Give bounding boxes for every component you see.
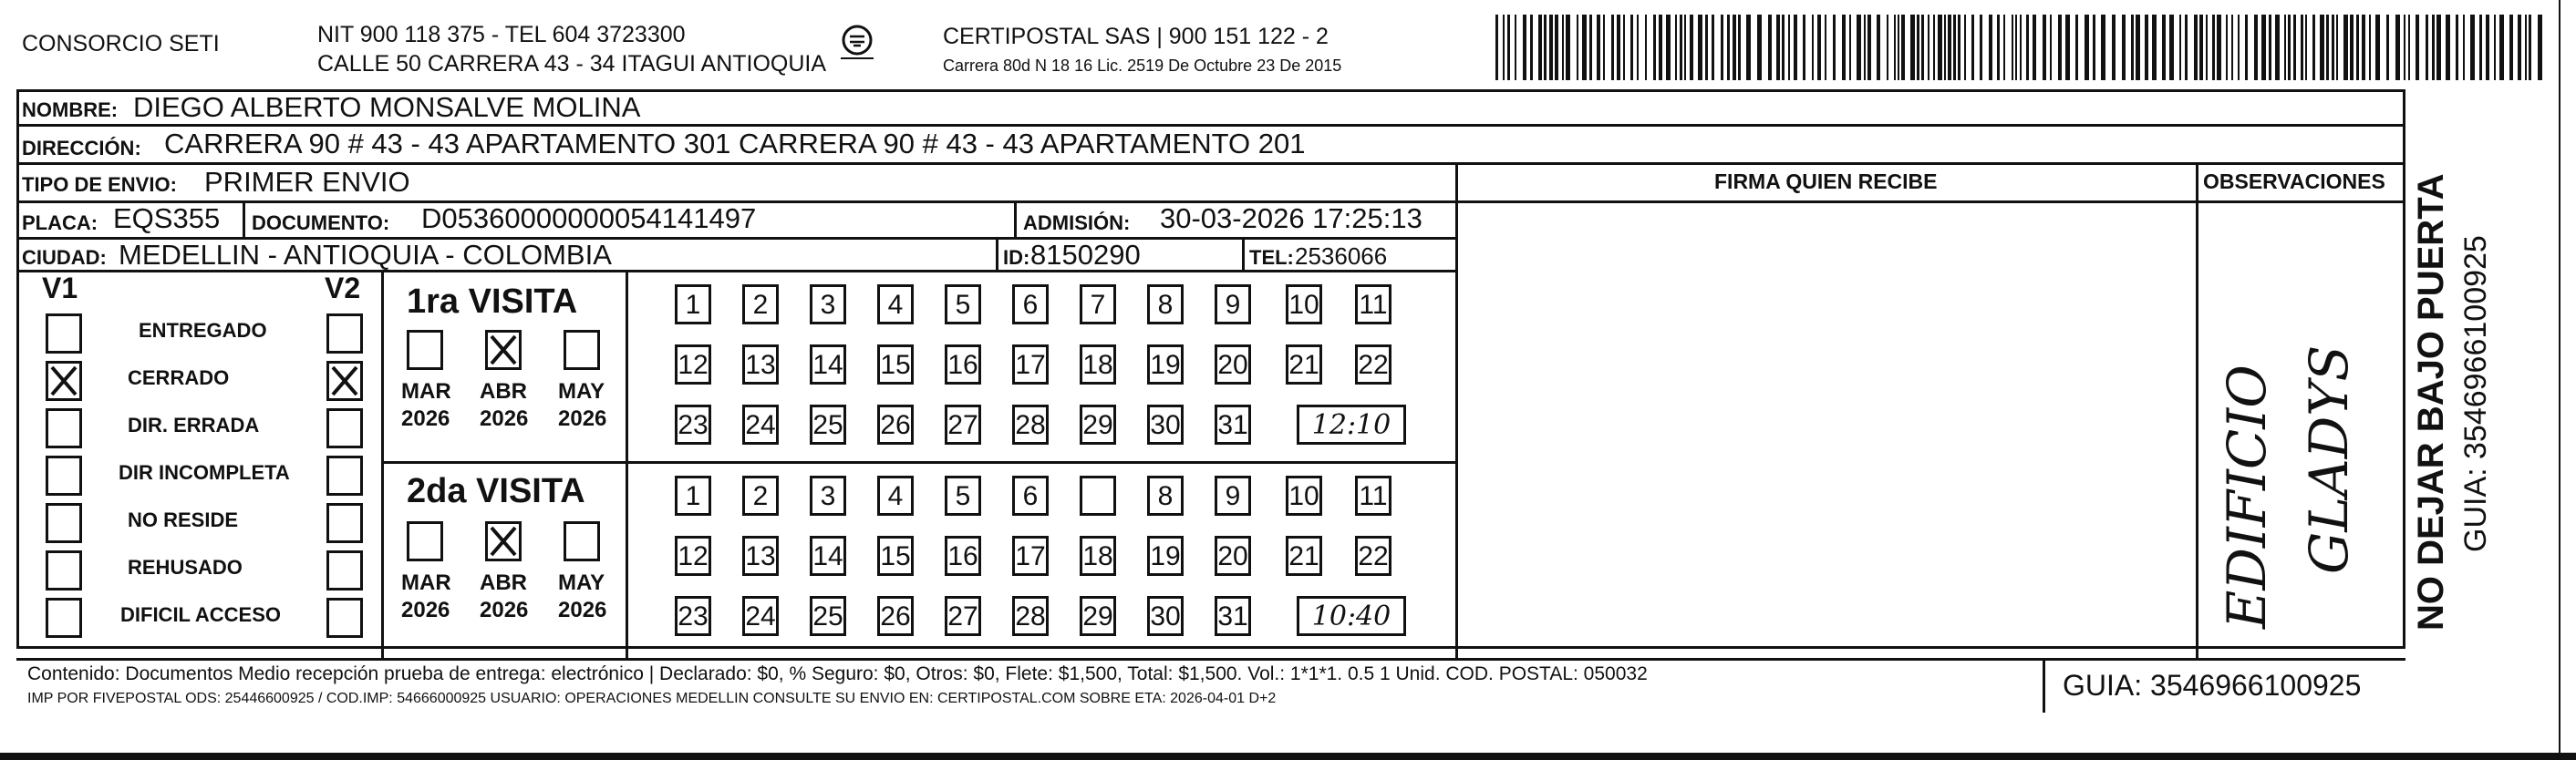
barcode-bar [2301,15,2303,80]
day-box[interactable]: 31 [1215,405,1251,445]
side-instruction: NO DEJAR BAJO PUERTA [2411,173,2451,631]
barcode-bar [1825,15,1826,80]
barcode-bar [1721,15,1723,80]
barcode-bar [2254,15,2258,80]
barcode-bar [2312,15,2315,80]
barcode-bar [2336,15,2338,80]
day-box[interactable]: 2 [742,476,779,516]
v2-checkbox[interactable] [326,598,363,638]
barcode-bar [1964,15,1966,80]
v2-label: V2 [325,272,361,304]
day-box[interactable]: 17 [1012,536,1049,576]
admission-label: ADMISIÓN: [1023,211,1131,234]
handwritten-building: EDIFICIO [2216,365,2278,629]
status-option-label: NO RESIDE [128,508,239,531]
day-box[interactable]: 20 [1215,344,1251,385]
barcode-bar [1680,15,1682,80]
day-box[interactable]: 14 [810,344,846,385]
barcode-bar [2305,15,2307,80]
barcode-bar [2375,15,2380,80]
day-box[interactable]: 10 [1286,284,1322,324]
barcode-bar [2446,15,2450,80]
barcode-bar [2408,15,2410,80]
day-box[interactable]: 3 [810,284,846,324]
day-box[interactable]: 6 [1012,476,1049,516]
v1-checkbox[interactable] [46,456,82,496]
day-box[interactable]: 8 [1147,476,1184,516]
day-box[interactable]: 11 [1355,284,1391,324]
name-label: NOMBRE: [22,98,119,121]
day-box[interactable]: 4 [877,284,914,324]
barcode-bar [1948,15,1951,80]
day-box[interactable]: 9 [1215,476,1251,516]
v2-checkbox[interactable] [326,550,363,591]
day-box[interactable]: 27 [945,596,981,636]
barcode-bar [2050,15,2052,80]
barcode-bar [1637,15,1639,80]
barcode-bar [1842,15,1846,80]
day-box[interactable]: 12 [675,536,711,576]
barcode-bar [2525,15,2527,80]
day-box[interactable]: 24 [742,596,779,636]
v1-label: V1 [42,272,78,304]
day-box[interactable]: 5 [945,476,981,516]
footer-guide: GUIA: 3546966100925 [2063,669,2362,702]
barcode-bar [2356,15,2359,80]
ship-type-label: TIPO DE ENVIO: [22,173,177,196]
barcode-bar [1768,15,1772,80]
barcode-bar [1675,15,1677,80]
barcode-bar [2486,15,2489,80]
name-value: DIEGO ALBERTO MONSALVE MOLINA [133,91,641,123]
barcode-bar [2122,15,2126,80]
courier-name: CERTIPOSTAL SAS | 900 151 122 - 2 [943,24,1329,49]
barcode-bar [1727,15,1730,80]
day-box[interactable]: 26 [877,405,914,445]
barcode-bar [2065,15,2070,80]
v1-checkbox[interactable] [46,550,82,591]
barcode-bar [2261,15,2266,80]
day-box[interactable]: 8 [1147,284,1184,324]
day-box[interactable]: 18 [1080,536,1116,576]
status-option-label: DIR. ERRADA [128,414,260,436]
barcode-bar [2269,15,2271,80]
barcode-bar [2169,15,2174,80]
barcode-bar [1611,15,1614,80]
barcode-bar [1928,15,1929,80]
barcode-bar [1589,15,1592,80]
month-checkbox[interactable] [407,521,443,561]
day-box[interactable]: 18 [1080,344,1116,385]
barcode-bar [2093,15,2095,80]
month-checkbox[interactable] [564,521,600,561]
barcode-bar [2369,15,2371,80]
barcode-bar [1980,15,1982,80]
day-box[interactable]: 15 [877,536,914,576]
barcode-bar [2058,15,2062,80]
admission-value: 30-03-2026 17:25:13 [1160,202,1422,234]
barcode-bar [2343,15,2348,80]
plate-value: EQS355 [113,202,221,234]
day-box[interactable]: 13 [742,536,779,576]
day-box[interactable]: 30 [1147,596,1184,636]
barcode-bar [1617,15,1620,80]
document-label: DOCUMENTO: [252,211,390,234]
barcode-bar [1864,15,1866,80]
barcode-bar [1555,15,1558,80]
month-label: ABR [480,570,527,595]
day-box[interactable]: 19 [1147,344,1184,385]
barcode-bar [2463,15,2465,80]
barcode-bar [2426,15,2428,80]
barcode-bar [1997,15,2000,80]
month-label: MAY [558,570,605,595]
barcode-bar [2499,15,2504,80]
barcode-bar [2529,15,2531,80]
barcode-bar [1562,15,1564,80]
year-label: 2026 [401,598,450,622]
barcode-bar [1782,15,1785,80]
v1-checkbox[interactable] [46,313,82,354]
barcode-bar [1812,15,1814,80]
barcode-bar [1597,15,1600,80]
plate-label: PLACA: [22,211,98,234]
barcode-bar [1989,15,1992,80]
barcode-bar [1849,15,1851,80]
year-label: 2026 [558,598,607,622]
day-box[interactable]: 19 [1147,536,1184,576]
barcode-bar [2479,15,2482,80]
company-nit: NIT 900 118 375 - TEL 604 3723300 [317,22,686,47]
barcode-bar [2003,15,2005,80]
barcode-bar [1887,15,1888,80]
barcode-bar [2538,15,2542,80]
tel-label: TEL: [1249,246,1294,269]
check-mark-icon [329,364,360,398]
barcode-bar [2404,15,2405,80]
barcode-bar [1544,15,1547,80]
barcode-bar [1953,15,1956,80]
month-label: MAR [401,379,451,404]
day-box[interactable]: 17 [1012,344,1049,385]
barcode-bar [2179,15,2181,80]
year-label: 2026 [401,406,450,431]
barcode-bar [2362,15,2365,80]
barcode-bar [1538,15,1542,80]
barcode-bar [2226,15,2228,80]
day-box[interactable]: 21 [1286,344,1322,385]
barcode-bar [1690,15,1693,80]
barcode-bar [1757,15,1762,80]
barcode-bar [2194,15,2198,80]
barcode-bar [2112,15,2116,80]
barcode-bar [1645,15,1647,80]
barcode-bar [2284,15,2286,80]
day-box[interactable]: 7 [1080,284,1116,324]
company-address: CALLE 50 CARRERA 43 - 34 ITAGUI ANTIOQUIA [317,51,827,77]
barcode-bar [1623,15,1625,80]
barcode-bar [1803,15,1805,80]
v2-checkbox[interactable] [326,313,363,354]
barcode-bar [2162,15,2166,80]
check-mark-icon [48,364,79,398]
month-label: MAR [401,570,451,595]
barcode-bar [2518,15,2521,80]
barcode-bar [1944,15,1946,80]
day-box[interactable]: 29 [1080,405,1116,445]
barcode-bar [1577,15,1578,80]
day-box[interactable]: 31 [1215,596,1251,636]
barcode-bar [2075,15,2078,80]
visit2-title: 2da VISITA [407,472,585,510]
month-checkbox[interactable] [564,330,600,370]
courier-license: Carrera 80d N 18 16 Lic. 2519 De Octubre 23 De 2015 [943,56,1342,75]
barcode-bar [2494,15,2496,80]
observations-header: OBSERVACIONES [2203,169,2385,193]
barcode-bar [1817,15,1821,80]
v2-checkbox[interactable] [326,503,363,543]
barcode-bar [1603,15,1605,80]
barcode-bar [1523,15,1526,80]
barcode-bar [1910,15,1915,80]
day-box[interactable]: 27 [945,405,981,445]
day-box[interactable]: 30 [1147,405,1184,445]
day-box[interactable]: 21 [1286,536,1322,576]
signature-header: FIRMA QUIEN RECIBE [1714,169,1938,193]
barcode-bar [2395,15,2400,80]
barcode-bar [2386,15,2389,80]
day-box[interactable]: 22 [1355,536,1391,576]
barcode-bar [1515,15,1516,80]
barcode-bar [2131,15,2134,80]
visit-time: 12:10 [1297,405,1406,445]
address-value: CARRERA 90 # 43 - 43 APARTAMENTO 301 CARRERA 90 # 43 - 43 APARTAMENTO 201 [164,128,1306,159]
barcode-bar [1917,15,1919,80]
ship-type-value: PRIMER ENVIO [204,166,410,198]
company-name: CONSORCIO SETI [22,31,220,56]
status-option-label: REHUSADO [128,556,243,579]
barcode-bar [1933,15,1935,80]
month-label: MAY [558,379,605,404]
check-mark-icon [488,524,519,559]
barcode-bar [1894,15,1896,80]
barcode-bar [1712,15,1714,80]
barcode-bar [2136,15,2140,80]
barcode-bar [2015,15,2017,80]
barcode-bar [2152,15,2157,80]
v2-checkbox[interactable] [326,456,363,496]
side-guide: GUIA: 3546966100925 [2458,235,2493,552]
city-value: MEDELLIN - ANTIOQUIA - COLOMBIA [119,239,612,271]
day-box[interactable]: 20 [1215,536,1251,576]
barcode-bar [1495,15,1498,80]
barcode-bar [1857,15,1861,80]
barcode-bar [1684,15,1686,80]
barcode-bar [1530,15,1533,80]
day-box[interactable]: 25 [810,596,846,636]
tel-value: 2536066 [1295,242,1388,270]
city-label: CIUDAD: [22,246,107,269]
footer-imp: IMP POR FIVEPOSTAL ODS: 25446600925 / COD.IMP: 54666000925 USUARIO: OPERACIONES MEDELLIN CONSULTE SU ENVIO EN: CERTIPOSTAL.COM SOBRE ETA: 2026-04-01 D+2 [27,691,1277,706]
year-label: 2026 [558,406,607,431]
signature-area [1459,204,2194,656]
v1-checkbox[interactable] [46,408,82,448]
barcode-bar [2332,15,2334,80]
barcode-bar [2199,15,2203,80]
barcode-bar [1901,15,1905,80]
barcode-bar [1794,15,1797,80]
courier-logo-icon [837,24,877,64]
month-label: ABR [480,379,527,404]
footer-content: Contenido: Documentos Medio recepción prueba de entrega: electrónico | Declarado: $0, % Seguro: $0, Otros: $0, Flete: $1,500, Total: $1,500. Vol.: 1*1*1. 0.5 1 Unid. COD. POSTAL: 050032 [27,663,1648,684]
v2-checkbox[interactable] [326,408,363,448]
year-label: 2026 [480,406,529,431]
barcode-bar [2275,15,2280,80]
barcode-bar [2026,15,2029,80]
day-box[interactable]: 29 [1080,596,1116,636]
day-box[interactable]: 3 [810,476,846,516]
day-box[interactable] [1080,476,1116,516]
barcode-bar [2085,15,2089,80]
month-checkbox[interactable] [485,521,522,561]
barcode-bar [1867,15,1871,80]
day-box[interactable]: 12 [675,344,711,385]
document-value: D05360000000054141497 [421,202,757,234]
barcode-bar [1582,15,1587,80]
barcode-bar [1788,15,1790,80]
barcode-bar [1898,15,1899,80]
visit1-title: 1ra VISITA [407,282,578,321]
month-checkbox[interactable] [407,330,443,370]
id-label: ID: [1003,246,1030,269]
day-box[interactable]: 24 [742,405,779,445]
barcode-bar [2288,15,2291,80]
barcode-bar [2320,15,2324,80]
barcode-bar [2212,15,2215,80]
day-box[interactable]: 16 [945,344,981,385]
day-box[interactable]: 23 [675,596,711,636]
barcode-bar [1630,15,1633,80]
status-option-label: ENTREGADO [139,319,267,342]
barcode-bar [1776,15,1780,80]
barcode-bar [2101,15,2105,80]
day-box[interactable]: 25 [810,405,846,445]
barcode-bar [2470,15,2475,80]
day-box[interactable]: 11 [1355,476,1391,516]
barcode-bar [1877,15,1880,80]
day-box[interactable]: 16 [945,536,981,576]
status-option-label: DIFICIL ACCESO [120,603,282,626]
barcode-bar [2326,15,2329,80]
barcode-bar [2206,15,2208,80]
day-box[interactable]: 1 [675,284,711,324]
day-box[interactable]: 13 [742,344,779,385]
day-box[interactable]: 22 [1355,344,1391,385]
barcode-bar [2432,15,2435,80]
day-box[interactable]: 1 [675,476,711,516]
barcode-bar [2350,15,2354,80]
barcode-bar [1938,15,1942,80]
v1-checkbox[interactable] [46,503,82,543]
day-box[interactable]: 2 [742,284,779,324]
day-box[interactable]: 6 [1012,284,1049,324]
barcode-bar [2033,15,2036,80]
barcode-bar [1659,15,1662,80]
day-box[interactable]: 9 [1215,284,1251,324]
day-box[interactable]: 10 [1286,476,1322,516]
barcode-bar [1921,15,1924,80]
barcode-bar [2509,15,2513,80]
barcode-bar [1503,15,1505,80]
barcode-bar [1549,15,1553,80]
status-option-label: CERRADO [128,366,230,389]
barcode [1495,15,2553,80]
day-box[interactable]: 28 [1012,596,1049,636]
barcode-bar [1698,15,1702,80]
barcode-bar [1958,15,1960,80]
day-box[interactable]: 23 [675,405,711,445]
v1-checkbox[interactable] [46,361,82,401]
barcode-bar [2185,15,2188,80]
year-label: 2026 [480,598,529,622]
barcode-bar [2456,15,2458,80]
barcode-bar [1507,15,1510,80]
barcode-bar [1705,15,1708,80]
barcode-bar [1653,15,1656,80]
v2-checkbox[interactable] [326,361,363,401]
barcode-bar [2293,15,2296,80]
id-value: 8150290 [1030,239,1141,271]
barcode-bar [2145,15,2148,80]
check-mark-icon [488,333,519,367]
barcode-bar [1833,15,1836,80]
barcode-bar [2416,15,2419,80]
barcode-bar [2020,15,2022,80]
day-box[interactable]: 4 [877,476,914,516]
day-box[interactable]: 26 [877,596,914,636]
barcode-bar [2231,15,2233,80]
day-box[interactable]: 15 [877,344,914,385]
barcode-bar [2043,15,2046,80]
barcode-bar [2238,15,2240,80]
courier-logo [837,24,877,64]
handwritten-name: GLADYS [2298,344,2360,574]
day-box[interactable]: 28 [1012,405,1049,445]
barcode-bar [1566,15,1570,80]
barcode-bar [2012,15,2013,80]
day-box[interactable]: 14 [810,536,846,576]
barcode-bar [1971,15,1974,80]
barcode-bar [1733,15,1736,80]
barcode-bar [2217,15,2221,80]
visit-time: 10:40 [1297,596,1406,636]
day-box[interactable]: 5 [945,284,981,324]
status-option-label: DIR INCOMPLETA [119,461,290,484]
month-checkbox[interactable] [485,330,522,370]
barcode-bar [1666,15,1671,80]
v1-checkbox[interactable] [46,598,82,638]
barcode-bar [1746,15,1751,80]
barcode-bar [2436,15,2441,80]
barcode-bar [2245,15,2248,80]
address-label: DIRECCIÓN: [22,137,141,159]
barcode-bar [1738,15,1741,80]
